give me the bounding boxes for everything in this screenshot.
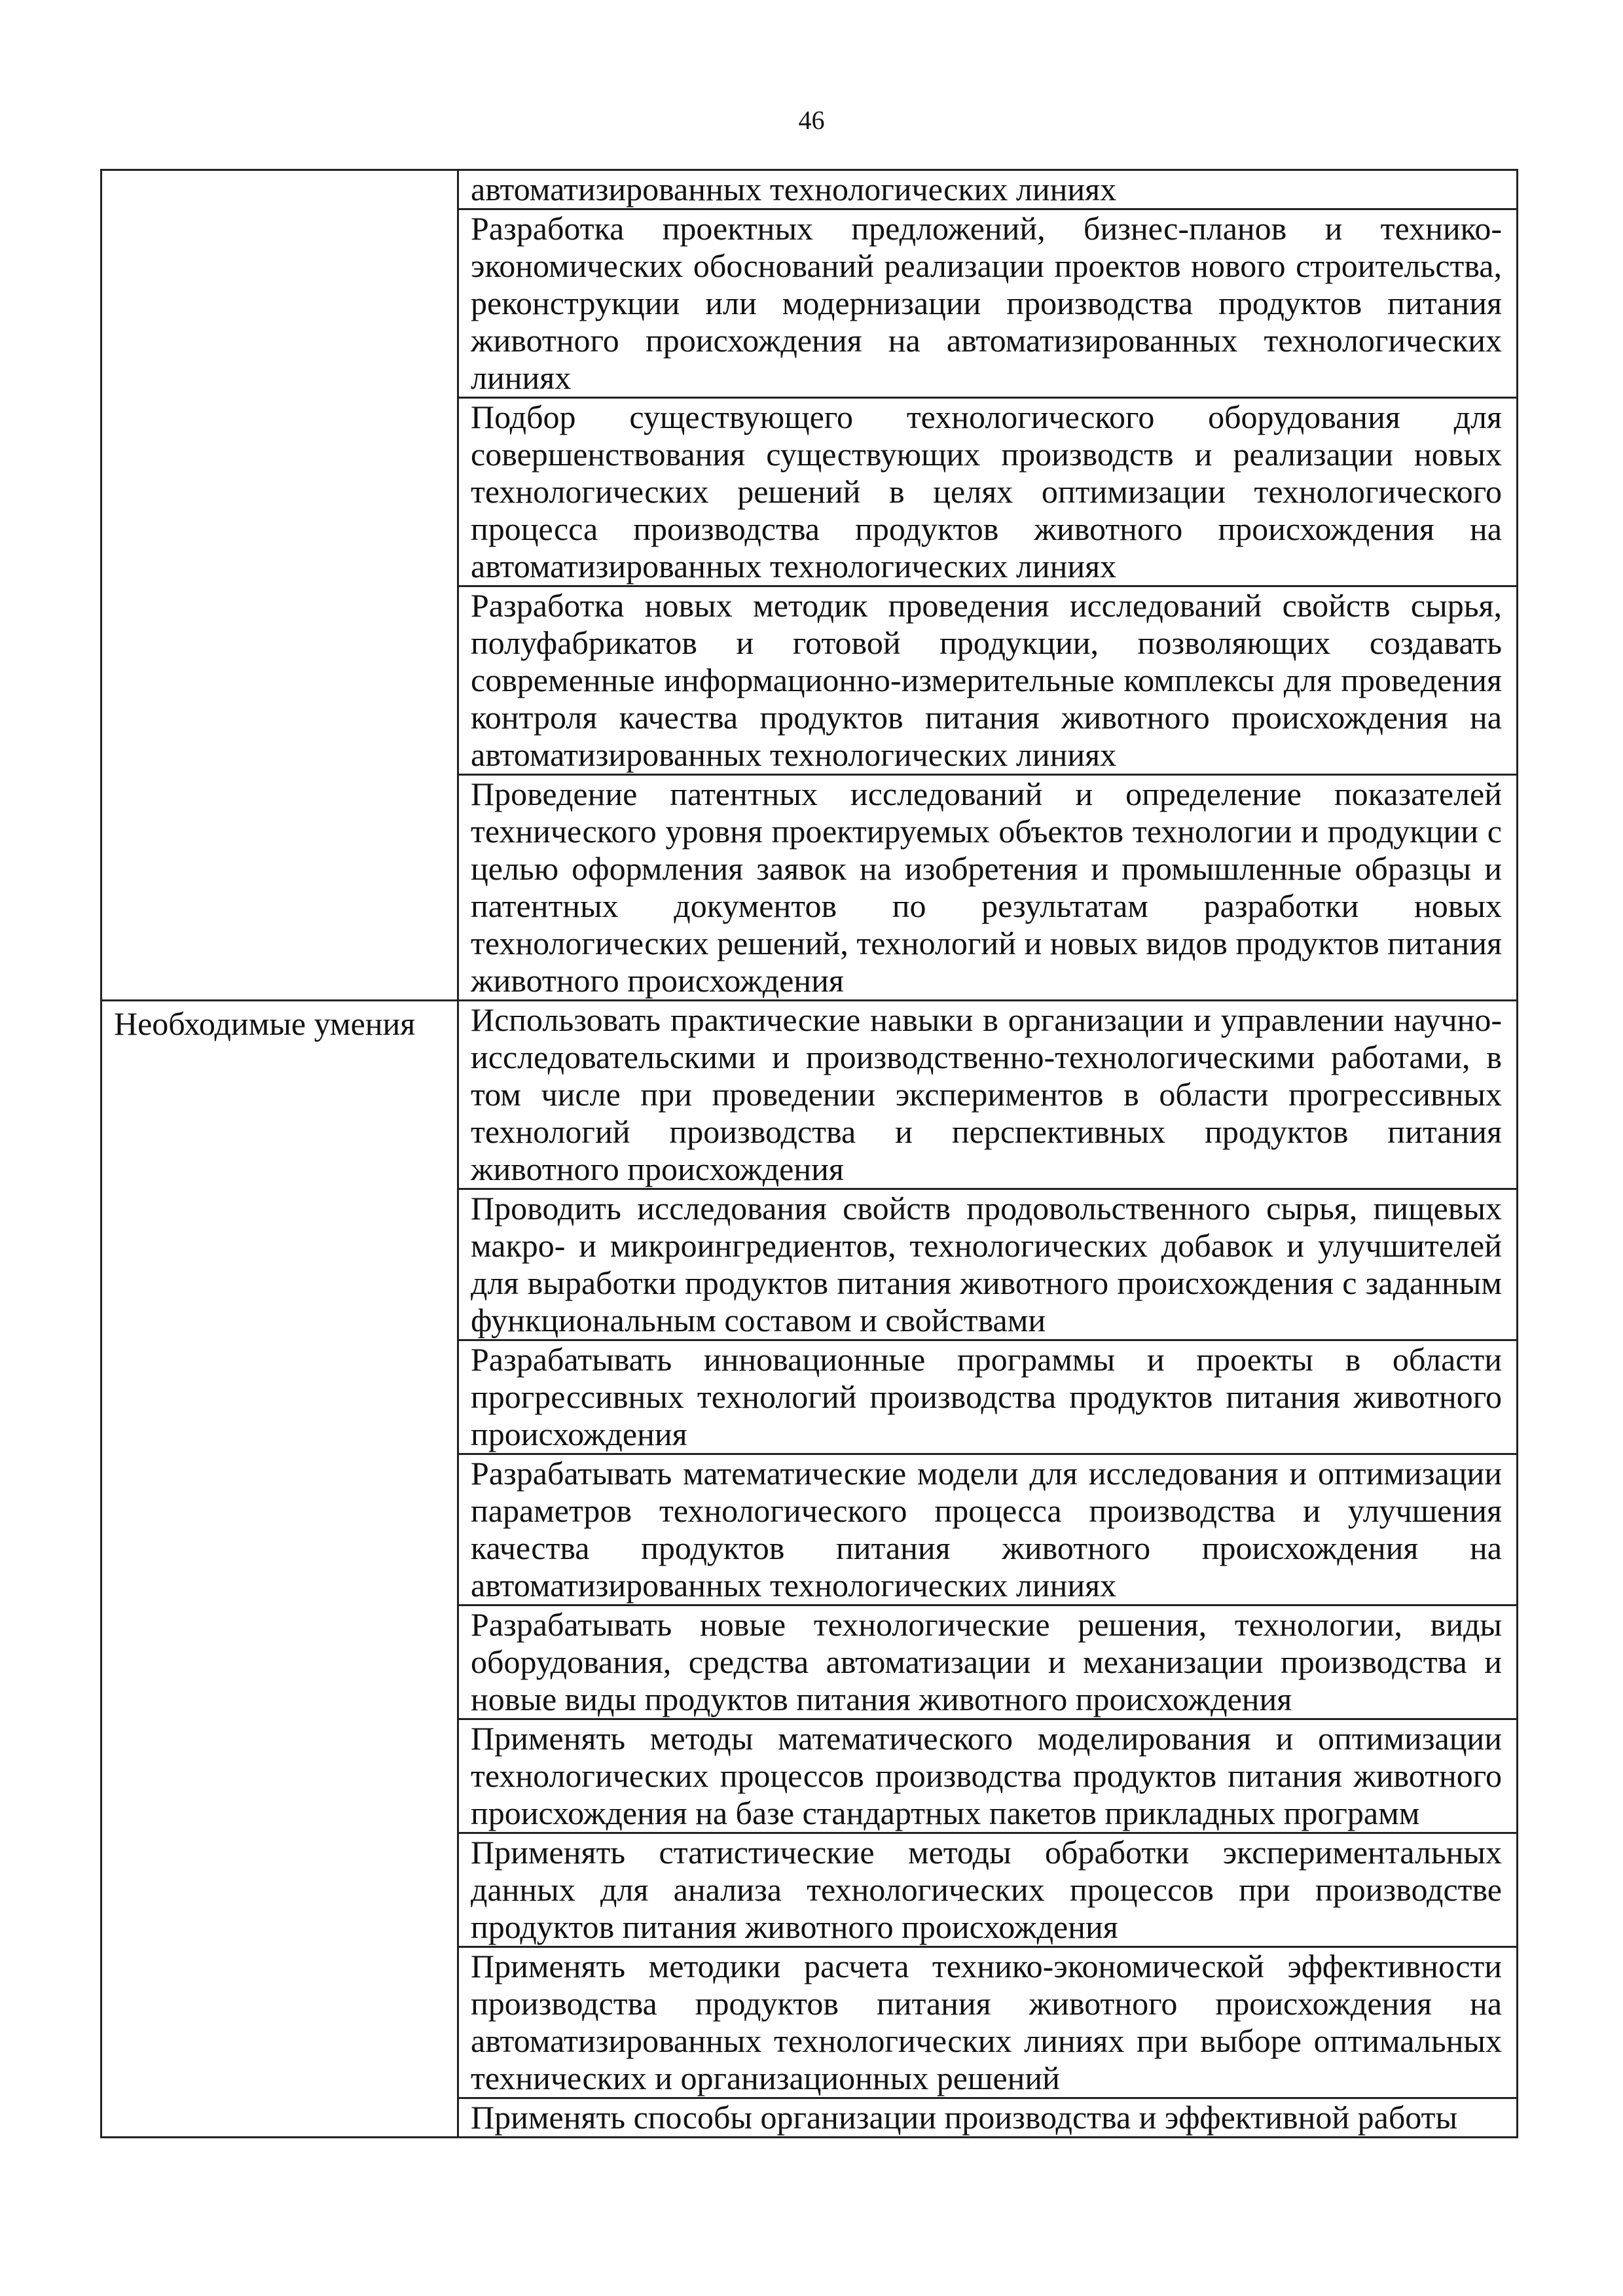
- table-row: [101, 1001, 1518, 1189]
- table-cell-item: Применять методики расчета технико-экономической эффективности производства продуктов питания животного происхождения на автоматизированных технологических линиях при выборе оптимальных технических и организационных решений: [458, 1947, 1518, 2098]
- table-cell-item: Разработка проектных предложений, бизнес-планов и технико-экономических обоснований реализации проектов нового строительства, реконструкции или модернизации производства продуктов питания животного происхождения на автоматизированных технологических линиях: [458, 209, 1518, 398]
- table-cell-item: Применять методы математического моделирования и оптимизации технологических процессов производства продуктов питания животного происхождения на базе стандартных пакетов прикладных программ: [458, 1719, 1518, 1833]
- section-label-cell: [101, 170, 458, 1001]
- table-row: [101, 170, 1518, 209]
- table-cell-item: Подбор существующего технологического оборудования для совершенствования существующих производств и реализации новых технологических решений в целях оптимизации технологического процесса производства продуктов животного происхождения на автоматизированных технологических линиях: [458, 398, 1518, 586]
- table-cell-item: автоматизированных технологических линиях: [458, 170, 1518, 209]
- table-cell-item: Проводить исследования свойств продовольственного сырья, пищевых макро- и микроингредиентов, технологических добавок и улучшителей для выработки продуктов питания животного происхождения с заданным функциональным составом и свойствами: [458, 1189, 1518, 1340]
- table-cell-item: Разрабатывать новые технологические решения, технологии, виды оборудования, средства автоматизации и механизации производства и новые виды продуктов питания животного происхождения: [458, 1605, 1518, 1719]
- table-cell-item: Разрабатывать инновационные программы и проекты в области прогрессивных технологий производства продуктов питания животного происхождения: [458, 1340, 1518, 1454]
- page-number: 46: [798, 105, 825, 135]
- table-cell-item: Разработка новых методик проведения исследований свойств сырья, полуфабрикатов и готовой продукции, позволяющих создавать современные информационно-измерительные комплексы для проведения контроля качества продуктов питания животного происхождения на автоматизированных технологических линиях: [458, 586, 1518, 775]
- table-cell-item: Разрабатывать математические модели для исследования и оптимизации параметров технологического процесса производства и улучшения качества продуктов питания животного происхождения на автоматизированных технологических линиях: [458, 1454, 1518, 1605]
- table-cell-item: Использовать практические навыки в организации и управлении научно-исследовательскими и производственно-технологическими работами, в том числе при проведении экспериментов в области прогрессивных технологий производства и перспективных продуктов питания животного происхождения: [458, 1001, 1518, 1189]
- table-cell-item: Применять способы организации производства и эффективной работы: [458, 2098, 1518, 2138]
- requirements-table: [100, 169, 1518, 2138]
- table-cell-item: Проведение патентных исследований и определение показателей технического уровня проектируемых объектов технологии и продукции с целью оформления заявок на изобретения и промышленные образцы и патентных документов по результатам разработки новых технологических решений, технологий и новых видов продуктов питания животного происхождения: [458, 775, 1518, 1001]
- table-cell-item: Применять статистические методы обработки экспериментальных данных для анализа технологических процессов при производстве продуктов питания животного происхождения: [458, 1833, 1518, 1947]
- section-label-cell: Необходимые умения: [101, 1001, 458, 2138]
